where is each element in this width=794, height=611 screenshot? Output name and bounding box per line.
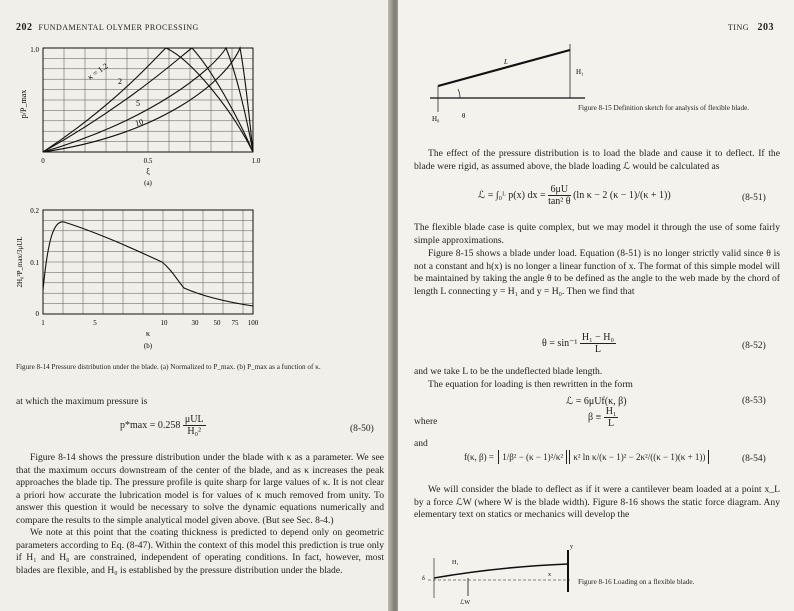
eq-852-number: (8-52) <box>742 341 766 351</box>
fig-b-xtick-5: 75 <box>231 319 239 327</box>
eq-850-num: μUL <box>184 414 204 425</box>
right-page <box>398 0 794 611</box>
eq-852-den: L <box>594 344 601 355</box>
right-paragraph-6: We will consider the blade to deflect as if it were a cantilever beam loaded at a point x_L by a force ℒW (where W is the blade width). Figure 8-16 shows the static force diagram. Any elementary text on statics or mechanics will develop the <box>414 484 780 521</box>
curve-label-4: 10 <box>134 117 145 128</box>
equation-8-53: ℒ = 6μUf(κ, β) <box>566 396 627 407</box>
intro-line: at which the maximum pressure is <box>16 396 148 407</box>
fig-816-label-y: y <box>570 544 573 550</box>
eq-854-term1: 1/β² − (κ − 1)²/κ² <box>498 450 567 464</box>
beta-den: L <box>608 418 615 429</box>
eq-851-num: 6μU <box>548 184 571 196</box>
fig-816-label-x: x <box>548 572 551 578</box>
curve-label-1: κ = 1.2 <box>85 61 110 82</box>
fig-b-xtick-6: 100 <box>247 319 259 327</box>
beta-num: H₁ <box>605 406 617 417</box>
eq-850-lhs: p*max = 0.258 <box>120 419 181 431</box>
theta-arc <box>458 89 460 98</box>
eq-852-lhs: θ = sin⁻¹ <box>542 337 578 349</box>
fig-815-label-theta: θ <box>462 112 466 120</box>
equation-8-50 <box>120 414 206 437</box>
figure-8-15-sketch <box>420 42 590 124</box>
fig-b-ylabel: 2H₀²P_max/3μUL <box>16 236 24 288</box>
fig-a-xlabel: ξ <box>146 167 150 176</box>
and-label: and <box>414 438 428 449</box>
right-paragraph-2: The flexible blade case is quite complex, but we may model it through the use of some fairly simple approximations. <box>414 222 780 246</box>
fig-a-ylabel: p/P_max <box>19 89 28 119</box>
fig-a-grid <box>43 48 253 152</box>
fig-b-ytick-1: 0.1 <box>30 259 39 267</box>
figure-8-16-caption: Figure 8-16 Loading on a flexible blade. <box>578 578 695 586</box>
figure-8-15-caption: Figure 8-15 Definition sketch for analysis of flexible blade. <box>578 104 750 112</box>
eq-854-lhs: f(κ, β) = <box>464 452 494 462</box>
left-page <box>0 0 392 611</box>
fig-a-xtick-2: 1.0 <box>251 157 261 165</box>
right-paragraph-1: The effect of the pressure distribution is to load the blade and cause it to deflect. If the blade were rigid, as assumed above, the blade loading ℒ would be calculated as <box>414 148 780 172</box>
left-running-head <box>16 22 199 33</box>
fig-b-xtick-4: 50 <box>213 319 221 327</box>
right-page-number: 203 <box>757 22 774 33</box>
fig-a-xtick-1: 0.5 <box>143 157 153 165</box>
fig-b-xtick-3: 30 <box>191 319 199 327</box>
left-page-number: 202 <box>16 22 33 33</box>
curve-label-2: 2 <box>118 77 122 86</box>
eq-851-number: (8-51) <box>742 193 766 203</box>
right-running-title: TING <box>727 23 749 32</box>
figure-8-16-sketch <box>420 540 590 606</box>
fig-a-xtick-0: 0 <box>41 157 45 165</box>
left-paragraph-2: We note at this point that the coating thickness is predicted to depend only on geometric parameters according to Eq. (8-47). Within the context of this model this prediction is true only if H₁ and H₀ are constrained, independent of operating conditions. In fact, however, most blades are flexible, and H₀ is established by the pressure distribution under the blade. <box>16 527 384 576</box>
fig-a-sublabel: (a) <box>144 179 152 187</box>
fig-816-label-force: ℒW <box>460 600 470 606</box>
eq-851-lhs: ℒ = ∫₀ᴸ p(x) dx = <box>478 189 546 201</box>
fig-815-label-H0: H₀ <box>432 115 440 123</box>
fig-816-label-H1: H₁ <box>452 560 459 566</box>
equation-8-54 <box>464 452 709 462</box>
left-running-title: FUNDAMENTAL OLYMER PROCESSING <box>38 23 199 32</box>
fig-b-ytick-0: 0.2 <box>30 207 39 215</box>
curve-label-3: 5 <box>136 99 140 108</box>
beta-lhs: β ≡ <box>588 411 602 423</box>
figure-8-14b <box>12 198 282 358</box>
figure-8-14-caption: Figure 8-14 Pressure distribution under the blade. (a) Normalized to P_max. (b) P_max as a function of κ. <box>16 363 321 371</box>
eq-854-number: (8-54) <box>742 454 766 464</box>
eq-851-rhs: (ln κ − 2 (κ − 1)/(κ + 1)) <box>573 189 671 201</box>
beta-definition <box>588 406 618 429</box>
right-running-head <box>728 22 774 33</box>
left-paragraph-1: Figure 8-14 shows the pressure distribution under the blade with κ as a parameter. We see that the maximum occurs downstream of the center of the blade, and as κ increases the peak approaches the blade tip. The pressure profile is quite sharp for large values of κ. It is not clear a priori how accurate the lubrication model is for values of κ much removed from unity. To answer this question it would be necessary to solve the dynamic equations numerically and compare the results to the simple analytical model given above. (But see Sec. 8-4.) <box>16 452 384 526</box>
eq-852-num: H₁ − H₀ <box>581 332 614 343</box>
fig-b-xtick-1: 5 <box>93 319 97 327</box>
equation-8-52 <box>542 332 616 355</box>
fig-816-label-delta: δ <box>422 576 425 582</box>
fig-b-xtick-0: 1 <box>41 319 45 327</box>
fig-b-xlabel: κ <box>145 329 151 338</box>
right-paragraph-5: The equation for loading is then rewritten in the form <box>428 379 633 390</box>
fig-b-sublabel: (b) <box>143 342 153 350</box>
fig-b-xtick-2: 10 <box>160 319 168 327</box>
fig-815-label-H1: H₁ <box>576 68 584 76</box>
eq-851-den: tan² θ <box>548 196 571 207</box>
right-paragraph-4: and we take L to be the undeflected blade length. <box>414 366 603 377</box>
eq-850-den: H₀² <box>187 426 202 437</box>
fig-a-ytick-1: 1.0 <box>30 46 39 54</box>
equation-8-51 <box>478 184 671 207</box>
figure-8-14a <box>12 40 282 188</box>
fig-b-ytick-2: 0 <box>35 310 39 318</box>
blade <box>438 50 570 86</box>
right-paragraph-3: Figure 8-15 shows a blade under load. Equation (8-51) is no longer strictly valid since θ is not a constant and h(x) is no longer a linear function of x. The format of this simple model will be maintained by taking the angle θ to be defined as the angle to the web made by the chord of length L connecting y = H₁ and y = H₀. Then we find that <box>414 248 780 297</box>
where-label: where <box>414 416 438 427</box>
eq-854-term2: κ² ln κ/(κ − 1)² − 2κ²/((κ − 1)(κ + 1)) <box>569 450 709 464</box>
fig-815-label-L: L <box>504 58 508 66</box>
eq-853-number: (8-53) <box>742 396 766 406</box>
eq-850-number: (8-50) <box>350 424 374 434</box>
